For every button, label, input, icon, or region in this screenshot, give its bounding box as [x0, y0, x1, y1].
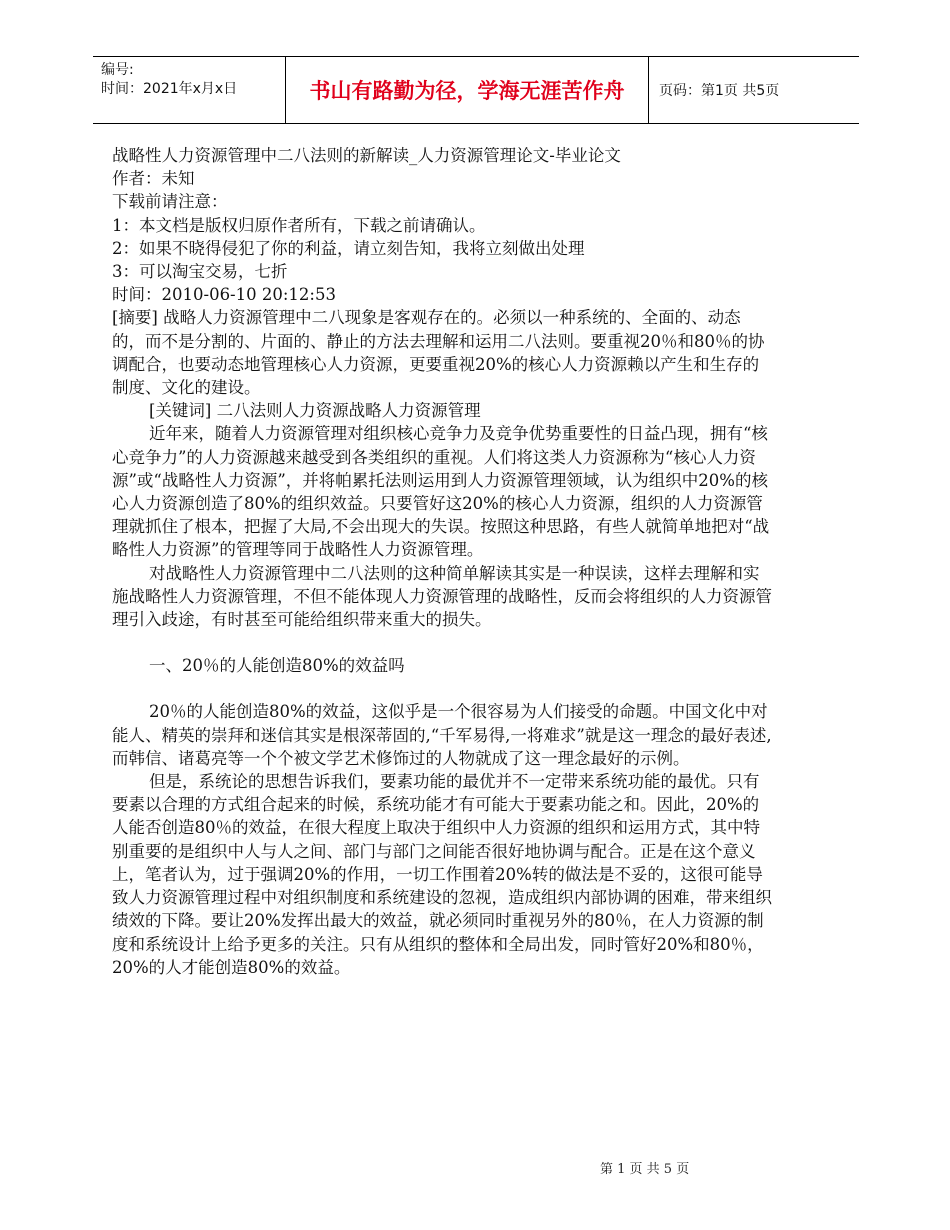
page-header	[93, 56, 859, 124]
spacer	[112, 631, 772, 654]
time-line: 时间：2010-06-10 20:12:53	[112, 285, 336, 305]
header-meta	[93, 57, 286, 123]
page-footer: 第 1 页 共 5 页	[600, 1162, 690, 1177]
time-label: 时间：2021年x月x日	[101, 81, 238, 97]
document-title: 战略性人力资源管理中二八法则的新解读_人力资源管理论文-毕业论文	[112, 146, 621, 165]
notice-title: 下载前请注意：	[112, 192, 228, 212]
spacer	[112, 677, 772, 700]
body-paragraph-4: 但是，系统论的思想告诉我们，要素功能的最优并不一定带来系统功能的最优。只有要素以合理的方式组合起来的时候，系统功能才有可能大于要素功能之和。因此，20%的人能否创造80％的效益，在很大程度上取决于组织中人力资源的组织和运用方式，其中特别重要的是组织中人与人之间、部门与部门之间能否很好地协调与配合。正是在这个意义上，笔者认为，过于强调20%的作用，一切工作围着20%转的做法是不妥的，这很可能导致人力资源管理过程中对组织制度和系统建设的忽视，造成组织内部协调的困难，带来组织绩效的下降。要让20%发挥出最大的效益，就必须同时重视另外的80％，在人力资源的制度和系统设计上给予更多的关注。只有从组织的整体和全局出发，同时管好20%和80％，20%的人才能创造80%的效益。	[112, 772, 772, 977]
body-paragraph-1: 近年来，随着人力资源管理对组织核心竞争力及竞争优势重要性的日益凸现，拥有“核心竞争力”的人力资源越来越受到各类组织的重视。人们将这类人力资源称为“核心人力资源”或“战略性人力资源”，并将帕累托法则运用到人力资源管理领域，认为组织中20%的核心人力资源创造了80%的组织效益。只要管好这20%的核心人力资源，组织的人力资源管理就抓住了根本，把握了大局,不会出现大的失误。按照这种思路，有些人就简单地把对“战略性人力资源”的管理等同于战略性人力资源管理。	[112, 424, 770, 560]
number-label: 编号:	[101, 62, 134, 78]
abstract-paragraph: [摘要] 战略人力资源管理中二八现象是客观存在的。必须以一种系统的、全面的、动态的，而不是分割的、片面的、静止的方法去理解和运用二八法则。要重视20％和80％的协调配合，也要动态地管理核心人力资源，更要重视20%的核心人力资源赖以产生和生存的制度、文化的建设。	[112, 308, 765, 398]
author-line: 作者：未知	[112, 169, 195, 189]
document-body	[112, 144, 772, 979]
notice-item-3: 3：可以淘宝交易，七折	[112, 262, 288, 282]
body-paragraph-3: 20％的人能创造80%的效益，这似乎是一个很容易为人们接受的命题。中国文化中对能人、精英的崇拜和迷信其实是根深蒂固的,“千军易得,一将难求”就是这一理念的最好表述,而韩信、诸葛亮等一个个被文学艺术修饰过的人物就成了这一理念最好的示例。	[112, 702, 772, 768]
header-motto: 书山有路勤为径，学海无涯苦作舟	[286, 57, 649, 123]
header-page-info: 页码：第1页 共5页	[659, 83, 780, 99]
notice-item-2: 2：如果不晓得侵犯了你的利益，请立刻告知，我将立刻做出处理	[112, 238, 585, 258]
notice-item-1: 1：本文档是版权归原作者所有，下载之前请确认。	[112, 215, 486, 235]
keywords-line: [关键词] 二八法则人力资源战略人力资源管理	[149, 401, 481, 421]
section-heading-1: 一、20％的人能创造80%的效益吗	[149, 656, 405, 676]
body-paragraph-2: 对战略性人力资源管理中二八法则的这种简单解读其实是一种误读，这样去理解和实施战略性人力资源管理，不但不能体现人力资源管理的战略性，反而会将组织的人力资源管理引入歧途，有时甚至可能给组织带来重大的损失。	[112, 563, 772, 630]
